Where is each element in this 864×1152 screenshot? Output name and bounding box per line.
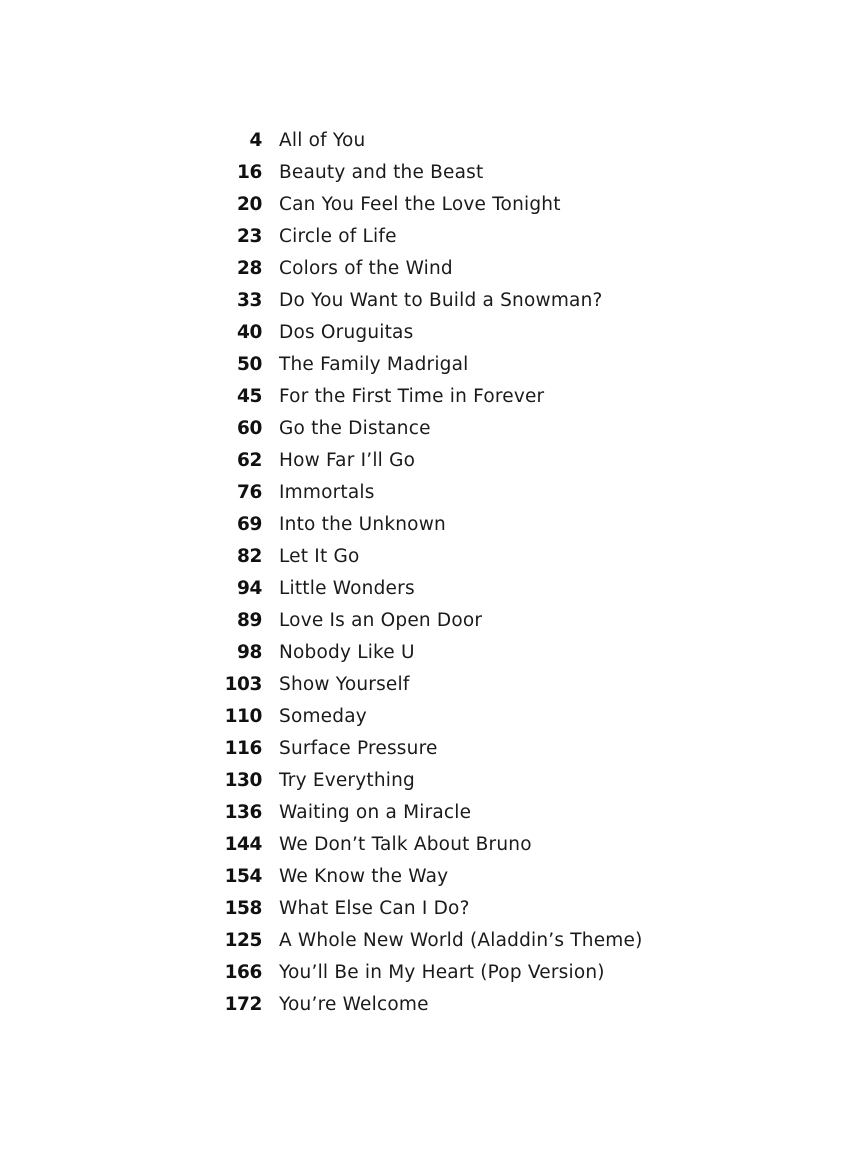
toc-entry [0,348,864,380]
song-title: Surface Pressure [279,737,438,759]
song-title: Love Is an Open Door [279,609,483,631]
page-number: 69 [237,513,262,535]
song-title: Immortals [279,481,375,503]
song-title: The Family Madrigal [279,353,469,375]
song-title: For the First Time in Forever [279,385,545,407]
toc-entry [0,188,864,220]
page-number: 130 [224,769,262,791]
toc-entry [0,252,864,284]
song-title: Circle of Life [279,225,397,247]
page-number: 172 [224,993,262,1015]
song-title: We Know the Way [279,865,449,887]
page-number: 76 [237,481,262,503]
toc-entry [0,380,864,412]
toc-entry [0,860,864,892]
song-title: All of You [279,129,366,151]
song-title: How Far I’ll Go [279,449,416,471]
song-title: Into the Unknown [279,513,446,535]
toc-entry [0,316,864,348]
page-number: 144 [224,833,262,855]
song-title: Little Wonders [279,577,415,599]
page-number: 94 [237,577,262,599]
page-number: 33 [237,289,262,311]
song-title: Waiting on a Miracle [279,801,472,823]
song-title: Do You Want to Build a Snowman? [279,289,603,311]
song-title: You’re Welcome [279,993,429,1015]
song-title: Nobody Like U [279,641,415,663]
song-title: Show Yourself [279,673,410,695]
page-number: 116 [224,737,262,759]
toc-entry [0,668,864,700]
page-number: 23 [237,225,262,247]
page-number: 4 [249,129,262,151]
song-title: Can You Feel the Love Tonight [279,193,561,215]
page-number: 89 [237,609,262,631]
toc-entry [0,284,864,316]
page-number: 50 [237,353,262,375]
page-number: 136 [224,801,262,823]
song-title: Colors of the Wind [279,257,453,279]
page-number: 40 [237,321,262,343]
toc-entry [0,156,864,188]
song-title: We Don’t Talk About Bruno [279,833,532,855]
page-number: 125 [224,929,262,951]
table-of-contents [0,124,864,1020]
song-title: Beauty and the Beast [279,161,484,183]
page-number: 110 [224,705,262,727]
song-title: What Else Can I Do? [279,897,470,919]
page-number: 20 [237,193,262,215]
toc-entry [0,412,864,444]
page-number: 154 [224,865,262,887]
song-title: Try Everything [279,769,415,791]
page-number: 60 [237,417,262,439]
page-number: 166 [224,961,262,983]
toc-entry [0,444,864,476]
page-number: 158 [224,897,262,919]
page-number: 62 [237,449,262,471]
toc-entry [0,956,864,988]
toc-entry [0,604,864,636]
page-number: 103 [224,673,262,695]
toc-entry [0,508,864,540]
song-title: Dos Oruguitas [279,321,414,343]
toc-entry [0,572,864,604]
toc-entry [0,924,864,956]
page-number: 16 [237,161,262,183]
page-number: 82 [237,545,262,567]
page-number: 45 [237,385,262,407]
song-title: Someday [279,705,367,727]
toc-entry [0,540,864,572]
song-title: A Whole New World (Aladdin’s Theme) [279,929,643,951]
toc-entry [0,700,864,732]
toc-entry [0,636,864,668]
song-title: Go the Distance [279,417,431,439]
toc-entry [0,732,864,764]
song-title: Let It Go [279,545,360,567]
toc-entry [0,764,864,796]
song-title: You’ll Be in My Heart (Pop Version) [279,961,605,983]
toc-entry [0,988,864,1020]
toc-entry [0,892,864,924]
toc-entry [0,124,864,156]
toc-entry [0,828,864,860]
toc-entry [0,476,864,508]
page-number: 28 [237,257,262,279]
toc-entry [0,220,864,252]
toc-entry [0,796,864,828]
page-number: 98 [237,641,262,663]
